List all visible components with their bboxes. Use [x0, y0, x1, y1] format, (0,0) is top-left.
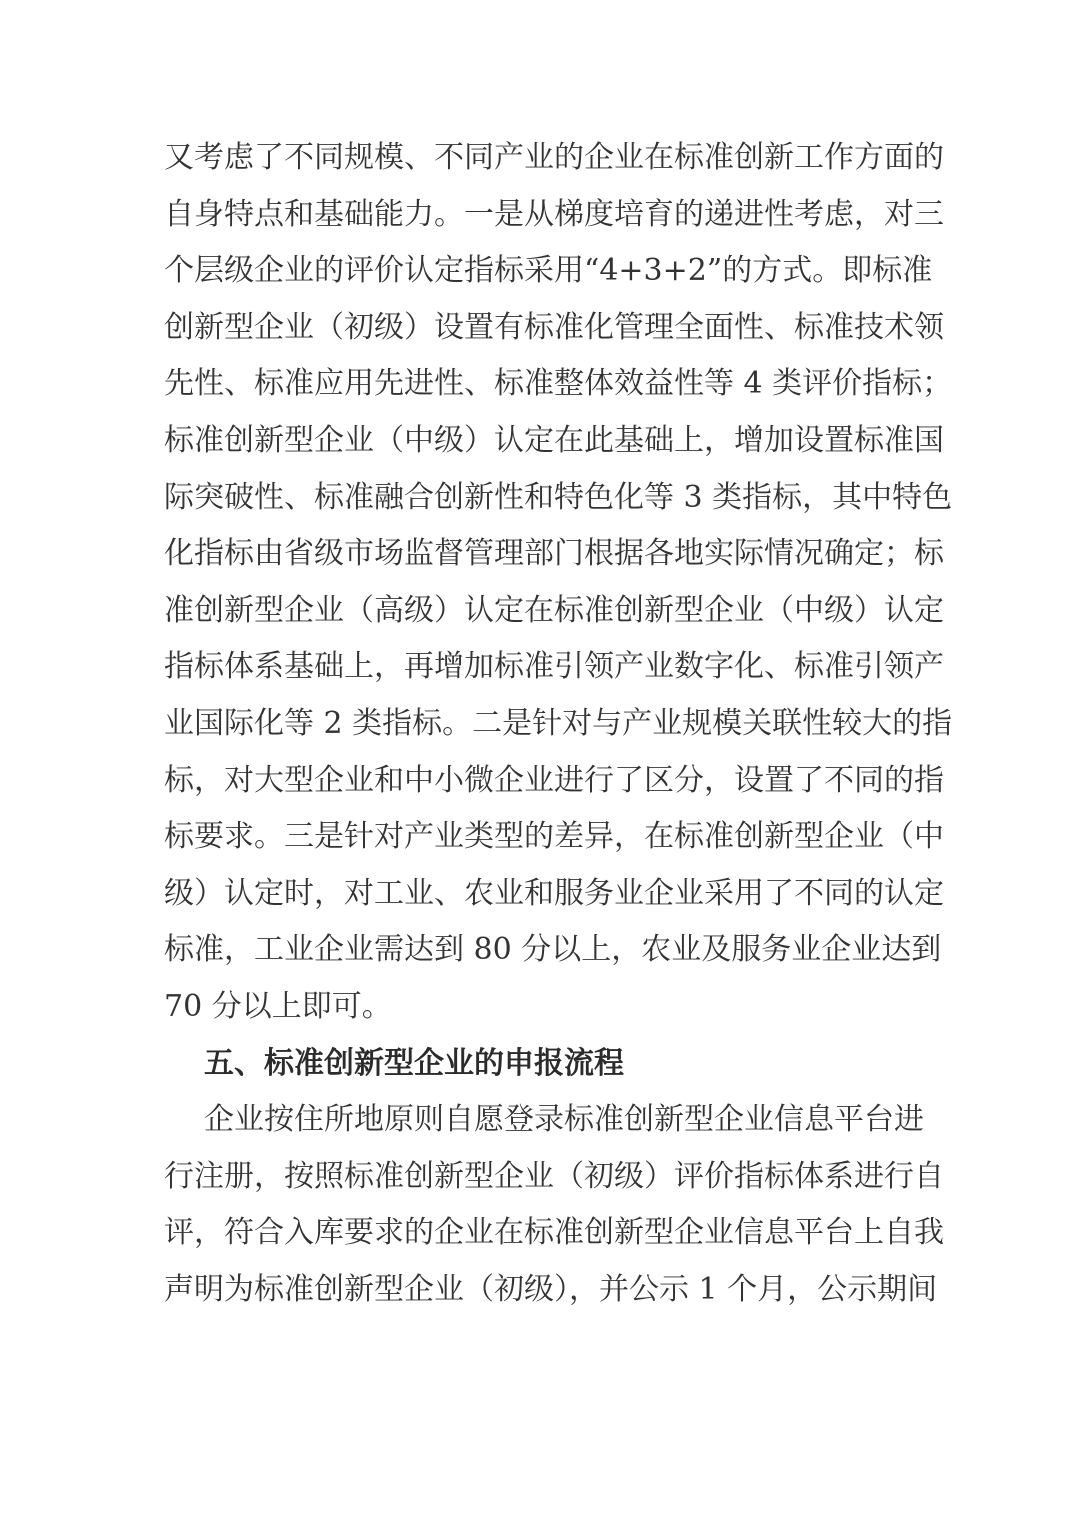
- paragraph-line: 指标体系基础上，再增加标准引领产业数字化、标准引领产: [164, 649, 944, 685]
- paragraph-line: 标，对大型企业和中小微企业进行了区分，设置了不同的指: [164, 762, 944, 798]
- paragraph-line: 创新型企业（初级）设置有标准化管理全面性、标准技术领: [164, 309, 944, 345]
- paragraph-line: 个层级企业的评价认定指标采用“4+3+2”的方式。即标准: [164, 253, 933, 289]
- paragraph-line: 评，符合入库要求的企业在标准创新型企业信息平台上自我: [164, 1215, 944, 1251]
- paragraph-line: 业国际化等 2 类指标。二是针对与产业规模关联性较大的指: [164, 705, 953, 741]
- paragraph-line: 际突破性、标准融合创新性和特色化等 3 类指标，其中特色: [164, 479, 953, 515]
- paragraph-line: 企业按住所地原则自愿登录标准创新型企业信息平台进: [204, 1102, 924, 1138]
- paragraph-line: 先性、标准应用先进性、标准整体效益性等 4 类评价指标；: [164, 366, 953, 402]
- paragraph-line: 化指标由省级市场监督管理部门根据各地实际情况确定；标: [164, 536, 944, 572]
- paragraph-line: 准创新型企业（高级）认定在标准创新型企业（中级）认定: [164, 592, 944, 628]
- paragraph-line: 70 分以上即可。: [164, 988, 392, 1024]
- paragraph-criteria: [164, 130, 953, 1036]
- document-body: [164, 130, 953, 1318]
- section-heading: 五、标准创新型企业的申报流程: [204, 1045, 624, 1081]
- paragraph-line: 标准，工业企业需达到 80 分以上，农业及服务业企业达到: [164, 932, 942, 968]
- paragraph-line: 又考虑了不同规模、不同产业的企业在标准创新工作方面的: [164, 140, 944, 175]
- paragraph-line: 行注册，按照标准创新型企业（初级）评价指标体系进行自: [164, 1158, 944, 1194]
- paragraph-line: 级）认定时，对工业、农业和服务业企业采用了不同的认定: [164, 875, 944, 911]
- paragraph-line: 标要求。三是针对产业类型的差异，在标准创新型企业（中: [164, 819, 944, 855]
- paragraph-line: 声明为标准创新型企业（初级），并公示 1 个月，公示期间: [164, 1271, 938, 1307]
- paragraph-application-process: [164, 1092, 944, 1318]
- paragraph-line: 标准创新型企业（中级）认定在此基础上，增加设置标准国: [164, 422, 944, 458]
- paragraph-line: 自身特点和基础能力。一是从梯度培育的递进性考虑，对三: [164, 196, 944, 232]
